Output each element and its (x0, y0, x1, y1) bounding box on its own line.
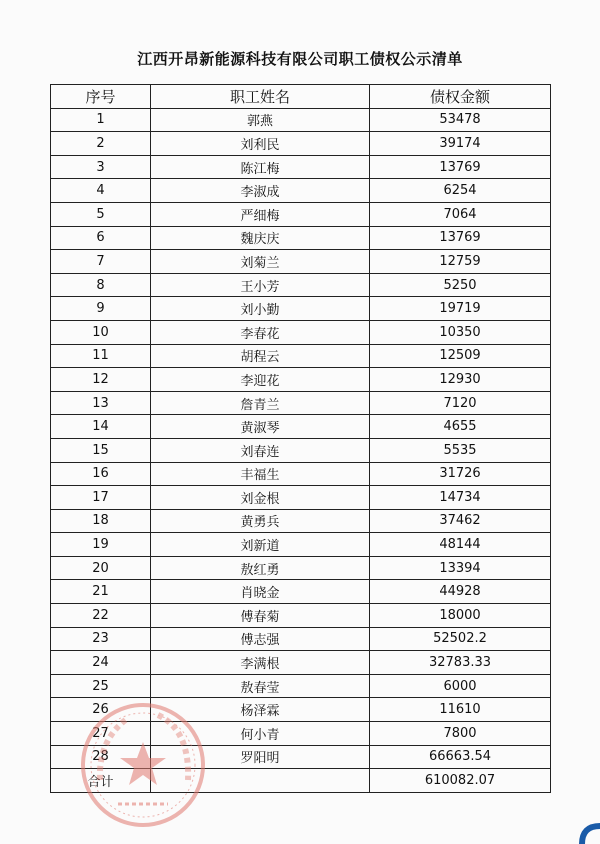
claim-amount-cell: 11610 (370, 698, 551, 722)
total-label: 合计 (51, 769, 151, 793)
employee-name-cell: 李淑成 (151, 179, 370, 203)
employee-name-cell: 丰福生 (151, 462, 370, 486)
employee-name-cell: 刘春连 (151, 438, 370, 462)
claim-amount-cell: 13769 (370, 155, 551, 179)
employee-name-cell: 肖晓金 (151, 580, 370, 604)
row-number-cell: 10 (51, 320, 151, 344)
row-number-cell: 15 (51, 438, 151, 462)
table-row (51, 320, 551, 344)
table-row (51, 132, 551, 156)
row-number-cell: 28 (51, 745, 151, 769)
header-amount: 债权金额 (370, 85, 551, 109)
row-number-cell: 26 (51, 698, 151, 722)
row-number-cell: 1 (51, 108, 151, 132)
table-row (51, 202, 551, 226)
row-number-cell: 17 (51, 486, 151, 510)
employee-name-cell: 李春花 (151, 320, 370, 344)
claim-amount-cell: 5535 (370, 438, 551, 462)
claim-amount-cell: 39174 (370, 132, 551, 156)
claim-amount-cell: 12930 (370, 368, 551, 392)
employee-name-cell: 杨泽霖 (151, 698, 370, 722)
row-number-cell: 4 (51, 179, 151, 203)
document-title: 江西开昂新能源科技有限公司职工债权公示清单 (137, 50, 463, 68)
table-row (51, 273, 551, 297)
row-number-cell: 3 (51, 155, 151, 179)
employee-name-cell: 郭燕 (151, 108, 370, 132)
claim-amount-cell: 31726 (370, 462, 551, 486)
total-amount: 610082.07 (370, 769, 551, 793)
table-row (51, 722, 551, 746)
table-row (51, 179, 551, 203)
claim-amount-cell: 13769 (370, 226, 551, 250)
row-number-cell: 13 (51, 391, 151, 415)
table-row (51, 155, 551, 179)
claim-amount-cell: 12509 (370, 344, 551, 368)
employee-name-cell: 刘小勤 (151, 297, 370, 321)
claim-amount-cell: 52502.2 (370, 627, 551, 651)
employee-name-cell: 敖红勇 (151, 556, 370, 580)
row-number-cell: 20 (51, 556, 151, 580)
claim-amount-cell: 18000 (370, 604, 551, 628)
row-number-cell: 23 (51, 627, 151, 651)
claim-amount-cell: 5250 (370, 273, 551, 297)
table-row (51, 533, 551, 557)
claim-amount-cell: 6254 (370, 179, 551, 203)
row-number-cell: 16 (51, 462, 151, 486)
employee-name-cell: 黄勇兵 (151, 509, 370, 533)
claim-amount-cell: 10350 (370, 320, 551, 344)
table-row (51, 391, 551, 415)
row-number-cell: 18 (51, 509, 151, 533)
row-number-cell: 7 (51, 250, 151, 274)
employee-name-cell: 魏庆庆 (151, 226, 370, 250)
claim-amount-cell: 7120 (370, 391, 551, 415)
table-row (51, 698, 551, 722)
claim-amount-cell: 32783.33 (370, 651, 551, 675)
claim-amount-cell: 12759 (370, 250, 551, 274)
claim-amount-cell: 7064 (370, 202, 551, 226)
table-row (51, 674, 551, 698)
employee-name-cell: 罗阳明 (151, 745, 370, 769)
claim-amount-cell: 6000 (370, 674, 551, 698)
table-row (51, 486, 551, 510)
table-row (51, 438, 551, 462)
table-row (51, 297, 551, 321)
table-row (51, 604, 551, 628)
table-row (51, 651, 551, 675)
header-name: 职工姓名 (151, 85, 370, 109)
employee-name-cell: 詹青兰 (151, 391, 370, 415)
table-row (51, 745, 551, 769)
employee-name-cell: 何小青 (151, 722, 370, 746)
table-row (51, 368, 551, 392)
table-row (51, 509, 551, 533)
table-row (51, 556, 551, 580)
employee-name-cell: 刘利民 (151, 132, 370, 156)
blue-corner-icon (574, 818, 600, 844)
employee-name-cell: 胡程云 (151, 344, 370, 368)
claim-amount-cell: 37462 (370, 509, 551, 533)
claim-amount-cell: 13394 (370, 556, 551, 580)
table-row (51, 108, 551, 132)
employee-name-cell: 刘金根 (151, 486, 370, 510)
table-row (51, 415, 551, 439)
employee-name-cell: 李满根 (151, 651, 370, 675)
table-header-row (51, 85, 551, 109)
employee-name-cell: 傅春菊 (151, 604, 370, 628)
employee-name-cell: 王小芳 (151, 273, 370, 297)
row-number-cell: 21 (51, 580, 151, 604)
employee-name-cell: 黄淑琴 (151, 415, 370, 439)
row-number-cell: 12 (51, 368, 151, 392)
row-number-cell: 5 (51, 202, 151, 226)
row-number-cell: 9 (51, 297, 151, 321)
claim-amount-cell: 48144 (370, 533, 551, 557)
row-number-cell: 27 (51, 722, 151, 746)
employee-name-cell: 傅志强 (151, 627, 370, 651)
row-number-cell: 14 (51, 415, 151, 439)
row-number-cell: 22 (51, 604, 151, 628)
table-row (51, 250, 551, 274)
claim-amount-cell: 14734 (370, 486, 551, 510)
table-row (51, 226, 551, 250)
row-number-cell: 8 (51, 273, 151, 297)
total-empty-cell (151, 769, 370, 793)
claim-amount-cell: 4655 (370, 415, 551, 439)
table-row (51, 344, 551, 368)
total-row (51, 769, 551, 793)
employee-name-cell: 刘菊兰 (151, 250, 370, 274)
claim-amount-cell: 66663.54 (370, 745, 551, 769)
table-row (51, 580, 551, 604)
row-number-cell: 11 (51, 344, 151, 368)
claim-amount-cell: 44928 (370, 580, 551, 604)
employee-name-cell: 陈江梅 (151, 155, 370, 179)
creditor-table (50, 84, 551, 793)
table-row (51, 462, 551, 486)
claim-amount-cell: 7800 (370, 722, 551, 746)
header-no: 序号 (51, 85, 151, 109)
claim-amount-cell: 53478 (370, 108, 551, 132)
employee-name-cell: 严细梅 (151, 202, 370, 226)
table-row (51, 627, 551, 651)
row-number-cell: 25 (51, 674, 151, 698)
employee-name-cell: 刘新道 (151, 533, 370, 557)
row-number-cell: 24 (51, 651, 151, 675)
claim-amount-cell: 19719 (370, 297, 551, 321)
row-number-cell: 6 (51, 226, 151, 250)
row-number-cell: 2 (51, 132, 151, 156)
employee-name-cell: 敖春莹 (151, 674, 370, 698)
employee-name-cell: 李迎花 (151, 368, 370, 392)
row-number-cell: 19 (51, 533, 151, 557)
